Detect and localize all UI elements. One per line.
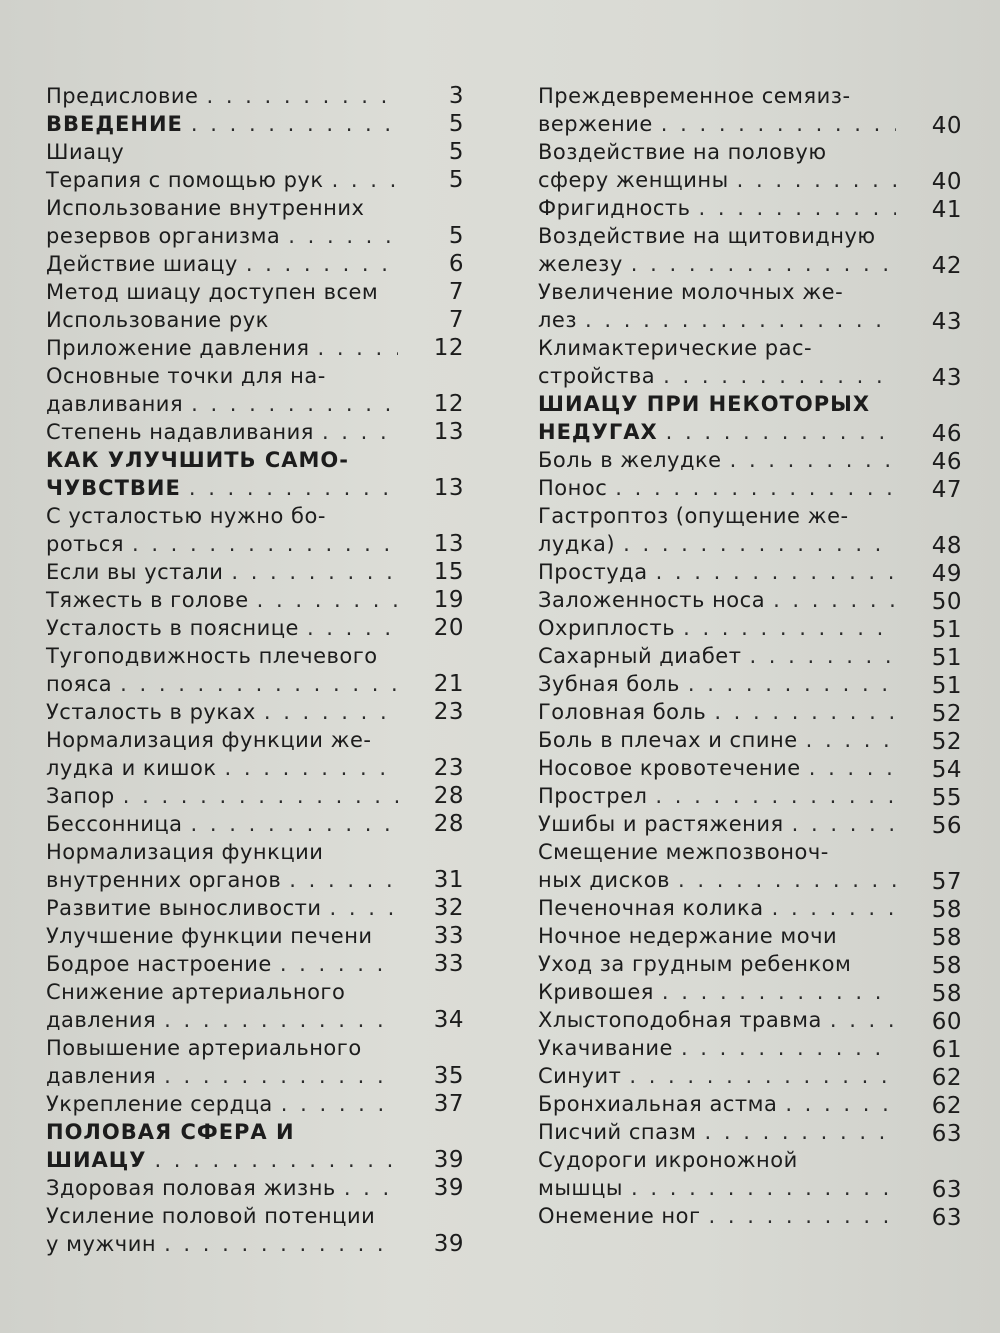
page-number: 7 xyxy=(448,279,464,305)
page-number: 23 xyxy=(433,755,464,781)
entry-title: Усиление половой потенции xyxy=(46,1204,376,1228)
toc-column-right xyxy=(538,82,962,1230)
leader-dots xyxy=(737,166,896,194)
page-number: 33 xyxy=(433,951,464,977)
page-number: 15 xyxy=(433,559,464,585)
entry-title: Зубная боль xyxy=(538,672,680,696)
leader-dots xyxy=(288,222,398,250)
page-number: 32 xyxy=(433,895,464,921)
leader-dots xyxy=(806,726,896,754)
section-heading: ШИАЦУ xyxy=(46,1148,147,1172)
toc-entry xyxy=(46,278,464,306)
entry-title: Использование рук xyxy=(46,308,269,332)
page-number: 33 xyxy=(433,923,464,949)
entry-title: Степень надавливания xyxy=(46,420,314,444)
page-number: 5 xyxy=(448,111,464,137)
toc-entry xyxy=(538,698,962,726)
page-number: 28 xyxy=(433,783,464,809)
leader-dots xyxy=(231,558,398,586)
toc-entry xyxy=(538,1062,962,1090)
page-number: 23 xyxy=(433,699,464,725)
entry-title: Климактерические рас- xyxy=(538,336,813,360)
leader-dots xyxy=(709,1202,896,1230)
leader-dots xyxy=(830,1006,896,1034)
toc-entry xyxy=(46,642,464,698)
toc-entry xyxy=(46,782,464,810)
leader-dots xyxy=(678,866,896,894)
entry-title: Укачивание xyxy=(538,1036,673,1060)
entry-title: Шиацу xyxy=(46,140,125,164)
toc-entry xyxy=(538,558,962,586)
entry-title: пояса xyxy=(46,672,113,696)
leader-dots xyxy=(615,474,896,502)
entry-title: железу xyxy=(538,252,623,276)
page-number: 62 xyxy=(931,1065,962,1091)
toc-entry xyxy=(538,726,962,754)
leader-dots xyxy=(281,1090,398,1118)
section-heading: КАК УЛУЧШИТЬ САМО- xyxy=(46,448,349,472)
entry-title: Охриплость xyxy=(538,616,676,640)
entry-title: Снижение артериального xyxy=(46,980,346,1004)
leader-dots xyxy=(189,474,398,502)
leader-dots xyxy=(123,782,398,810)
page-number: 63 xyxy=(931,1177,962,1203)
toc-entry xyxy=(538,810,962,838)
entry-title: Повышение артериального xyxy=(46,1036,362,1060)
section-heading: ЧУВСТВИЕ xyxy=(46,476,181,500)
page-number: 20 xyxy=(433,615,464,641)
entry-title: Писчий спазм xyxy=(538,1120,697,1144)
leader-dots xyxy=(730,446,896,474)
page-number: 51 xyxy=(931,617,962,643)
page-number: 55 xyxy=(931,785,962,811)
page-number: 54 xyxy=(931,757,962,783)
page-number: 7 xyxy=(448,307,464,333)
entry-title: Нормализация функции xyxy=(46,840,324,864)
entry-title: С усталостью нужно бо- xyxy=(46,504,326,528)
leader-dots xyxy=(225,754,398,782)
toc-entry xyxy=(46,978,464,1034)
leader-dots xyxy=(623,530,896,558)
leader-dots xyxy=(631,250,896,278)
leader-dots xyxy=(164,1006,398,1034)
page-number: 3 xyxy=(448,83,464,109)
toc-entry xyxy=(46,950,464,978)
toc-entry xyxy=(538,502,962,558)
page-number: 63 xyxy=(931,1205,962,1231)
page-number: 39 xyxy=(433,1175,464,1201)
toc-entry xyxy=(46,362,464,418)
toc-entry xyxy=(538,894,962,922)
entry-title: Уход за грудным ребенком xyxy=(538,952,852,976)
toc-entry xyxy=(46,502,464,558)
toc-entry xyxy=(46,334,464,362)
toc-entry xyxy=(46,1174,464,1202)
toc-entry xyxy=(538,922,962,950)
toc-entry xyxy=(538,670,962,698)
leader-dots xyxy=(132,530,398,558)
entry-title: Воздействие на половую xyxy=(538,140,827,164)
entry-title: Сахарный диабет xyxy=(538,644,742,668)
toc-entry xyxy=(538,782,962,810)
toc-entry xyxy=(46,418,464,446)
page-number: 52 xyxy=(931,701,962,727)
page-number: 61 xyxy=(931,1037,962,1063)
page-number: 56 xyxy=(931,813,962,839)
entry-title: Увеличение молочных же- xyxy=(538,280,844,304)
toc-entry xyxy=(46,138,464,166)
page-number: 39 xyxy=(433,1231,464,1257)
entry-title: Укрепление сердца xyxy=(46,1092,273,1116)
leader-dots xyxy=(317,334,398,362)
entry-title: Онемение ног xyxy=(538,1204,701,1228)
entry-title: ных дисков xyxy=(538,868,671,892)
entry-title: Кривошея xyxy=(538,980,654,1004)
entry-title: Предисловие xyxy=(46,84,199,108)
page-number: 58 xyxy=(931,981,962,1007)
page-number: 40 xyxy=(931,169,962,195)
toc-entry xyxy=(46,922,464,950)
entry-title: лез xyxy=(538,308,578,332)
page-number: 51 xyxy=(931,645,962,671)
page-number: 43 xyxy=(931,365,962,391)
entry-title: лудка и кишок xyxy=(46,756,217,780)
leader-dots xyxy=(792,810,896,838)
page-number: 37 xyxy=(433,1091,464,1117)
toc-entry xyxy=(46,1202,464,1258)
toc-entry xyxy=(538,1090,962,1118)
toc-entry xyxy=(46,726,464,782)
toc-entry xyxy=(46,698,464,726)
toc-entry xyxy=(46,82,464,110)
entry-title: Боль в плечах и спине xyxy=(538,728,798,752)
leader-dots xyxy=(656,558,896,586)
toc-entry xyxy=(538,754,962,782)
leader-dots xyxy=(191,390,398,418)
page-number: 58 xyxy=(931,925,962,951)
entry-title: Смещение межпозвоноч- xyxy=(538,840,829,864)
leader-dots xyxy=(785,1090,896,1118)
entry-title: роться xyxy=(46,532,124,556)
entry-title: Приложение давления xyxy=(46,336,310,360)
entry-title: внутренних органов xyxy=(46,868,282,892)
leader-dots xyxy=(681,1034,896,1062)
leader-dots xyxy=(585,306,896,334)
entry-title: Бессонница xyxy=(46,812,183,836)
toc-entry xyxy=(538,1202,962,1230)
leader-dots xyxy=(206,82,398,110)
leader-dots xyxy=(705,1118,896,1146)
toc-entry xyxy=(46,446,464,502)
entry-title: Хлыстоподобная травма xyxy=(538,1008,822,1032)
toc-entry xyxy=(538,138,962,194)
toc-entry xyxy=(46,166,464,194)
page-number: 34 xyxy=(433,1007,464,1033)
page-number: 6 xyxy=(448,251,464,277)
entry-title: Нормализация функции же- xyxy=(46,728,372,752)
entry-title: Использование внутренних xyxy=(46,196,365,220)
page-number: 13 xyxy=(433,531,464,557)
entry-title: Развитие выносливости xyxy=(46,896,322,920)
entry-title: Боль в желудке xyxy=(538,448,722,472)
toc-entry xyxy=(538,1034,962,1062)
entry-title: Ночное недержание мочи xyxy=(538,924,838,948)
entry-title: Усталость в пояснице xyxy=(46,616,299,640)
leader-dots xyxy=(631,1174,896,1202)
entry-title: Метод шиацу доступен всем xyxy=(46,280,379,304)
entry-title: давления xyxy=(46,1008,157,1032)
entry-title: Усталость в руках xyxy=(46,700,256,724)
leader-dots xyxy=(164,1062,398,1090)
toc-entry xyxy=(46,1034,464,1090)
toc-entry xyxy=(46,306,464,334)
entry-title: у мужчин xyxy=(46,1232,157,1256)
page-number: 62 xyxy=(931,1093,962,1119)
page-number: 42 xyxy=(931,253,962,279)
entry-title: Судороги икроножной xyxy=(538,1148,798,1172)
page-number: 52 xyxy=(931,729,962,755)
leader-dots xyxy=(164,1230,398,1258)
entry-title: Носовое кровотечение xyxy=(538,756,801,780)
page-number: 63 xyxy=(931,1121,962,1147)
entry-title: Улучшение функции печени xyxy=(46,924,373,948)
leader-dots xyxy=(246,250,398,278)
toc-entry xyxy=(46,194,464,250)
entry-title: резервов организма xyxy=(46,224,281,248)
page-number: 57 xyxy=(931,869,962,895)
toc-entry xyxy=(538,82,962,138)
entry-title: Запор xyxy=(46,784,115,808)
section-heading: ВВЕДЕНИЕ xyxy=(46,112,183,136)
leader-dots xyxy=(307,614,398,642)
toc-entry xyxy=(46,838,464,894)
toc-entry xyxy=(538,446,962,474)
leader-dots xyxy=(655,782,896,810)
leader-dots xyxy=(120,670,398,698)
page-number: 5 xyxy=(448,139,464,165)
entry-title: Головная боль xyxy=(538,700,707,724)
entry-title: Простуда xyxy=(538,560,648,584)
leader-dots xyxy=(257,586,398,614)
section-heading: ШИАЦУ ПРИ НЕКОТОРЫХ xyxy=(538,392,871,416)
toc-entry xyxy=(46,614,464,642)
leader-dots xyxy=(714,698,896,726)
page-number: 41 xyxy=(931,197,962,223)
toc-entry xyxy=(538,474,962,502)
entry-title: Тугоподвижность плечевого xyxy=(46,644,378,668)
page-number: 46 xyxy=(931,449,962,475)
toc-entry xyxy=(538,1006,962,1034)
entry-title: Прострел xyxy=(538,784,648,808)
toc-entry xyxy=(538,642,962,670)
toc-entry xyxy=(538,1118,962,1146)
toc-entry xyxy=(538,278,962,334)
toc-column-left xyxy=(46,82,464,1258)
entry-title: Тяжесть в голове xyxy=(46,588,249,612)
entry-title: Бодрое настроение xyxy=(46,952,272,976)
page-number: 51 xyxy=(931,673,962,699)
leader-dots xyxy=(289,866,398,894)
page-number: 39 xyxy=(433,1147,464,1173)
toc-entry xyxy=(538,614,962,642)
entry-title: Основные точки для на- xyxy=(46,364,326,388)
entry-title: Преждевременное семяиз- xyxy=(538,84,851,108)
toc-entry xyxy=(538,838,962,894)
leader-dots xyxy=(683,614,896,642)
page-number: 19 xyxy=(433,587,464,613)
page-number: 46 xyxy=(931,421,962,447)
leader-dots xyxy=(662,978,896,1006)
page-number: 50 xyxy=(931,589,962,615)
entry-title: стройства xyxy=(538,364,656,388)
page-number: 49 xyxy=(931,561,962,587)
toc-entry xyxy=(538,334,962,390)
page-number: 58 xyxy=(931,897,962,923)
page-number: 47 xyxy=(931,477,962,503)
leader-dots xyxy=(699,194,897,222)
toc-entry xyxy=(46,1090,464,1118)
page-number: 48 xyxy=(931,533,962,559)
leader-dots xyxy=(666,418,896,446)
leader-dots xyxy=(773,586,896,614)
entry-title: вержение xyxy=(538,112,653,136)
toc-entry xyxy=(538,222,962,278)
leader-dots xyxy=(280,950,398,978)
leader-dots xyxy=(264,698,398,726)
section-heading: ПОЛОВАЯ СФЕРА И xyxy=(46,1120,295,1144)
leader-dots xyxy=(663,362,896,390)
page-number: 28 xyxy=(433,811,464,837)
page-number: 21 xyxy=(433,671,464,697)
entry-title: лудка) xyxy=(538,532,616,556)
leader-dots xyxy=(661,110,896,138)
entry-title: Ушибы и растяжения xyxy=(538,812,784,836)
entry-title: Здоровая половая жизнь xyxy=(46,1176,336,1200)
entry-title: мышцы xyxy=(538,1176,624,1200)
toc-entry xyxy=(538,390,962,446)
entry-title: Заложенность носа xyxy=(538,588,766,612)
page-number: 5 xyxy=(448,167,464,193)
toc-entry xyxy=(538,194,962,222)
leader-dots xyxy=(688,670,896,698)
entry-title: давливания xyxy=(46,392,184,416)
page-number: 60 xyxy=(931,1009,962,1035)
page-number: 5 xyxy=(448,223,464,249)
leader-dots xyxy=(344,1174,398,1202)
entry-title: Синуит xyxy=(538,1064,622,1088)
leader-dots xyxy=(322,418,398,446)
toc-entry xyxy=(46,894,464,922)
toc-entry xyxy=(538,950,962,978)
toc-entry xyxy=(46,1118,464,1174)
leader-dots xyxy=(191,110,398,138)
entry-title: Бронхиальная астма xyxy=(538,1092,778,1116)
toc-entry xyxy=(538,978,962,1006)
page-number: 40 xyxy=(931,113,962,139)
page-number: 13 xyxy=(433,419,464,445)
entry-title: Действие шиацу xyxy=(46,252,238,276)
leader-dots xyxy=(330,894,398,922)
entry-title: сферу женщины xyxy=(538,168,729,192)
entry-title: Печеночная колика xyxy=(538,896,764,920)
page-number: 43 xyxy=(931,309,962,335)
page-number: 31 xyxy=(433,867,464,893)
leader-dots xyxy=(191,810,398,838)
toc-entry xyxy=(538,1146,962,1202)
page-number: 12 xyxy=(433,335,464,361)
page-number: 58 xyxy=(931,953,962,979)
leader-dots xyxy=(772,894,896,922)
entry-title: давления xyxy=(46,1064,157,1088)
entry-title: Терапия с помощью рук xyxy=(46,168,324,192)
leader-dots xyxy=(332,166,398,194)
entry-title: Воздействие на щитовидную xyxy=(538,224,876,248)
leader-dots xyxy=(154,1146,398,1174)
leader-dots xyxy=(629,1062,896,1090)
leader-dots xyxy=(809,754,896,782)
leader-dots xyxy=(749,642,896,670)
page-number: 13 xyxy=(433,475,464,501)
toc-entry xyxy=(46,250,464,278)
entry-title: Если вы устали xyxy=(46,560,224,584)
entry-title: Гастроптоз (опущение же- xyxy=(538,504,849,528)
page-number: 12 xyxy=(433,391,464,417)
toc-entry xyxy=(46,810,464,838)
entry-title: Понос xyxy=(538,476,608,500)
toc-entry xyxy=(538,586,962,614)
toc-entry xyxy=(46,586,464,614)
page-number: 35 xyxy=(433,1063,464,1089)
toc-entry xyxy=(46,110,464,138)
toc-entry xyxy=(46,558,464,586)
section-heading: НЕДУГАХ xyxy=(538,420,658,444)
entry-title: Фригидность xyxy=(538,196,691,220)
